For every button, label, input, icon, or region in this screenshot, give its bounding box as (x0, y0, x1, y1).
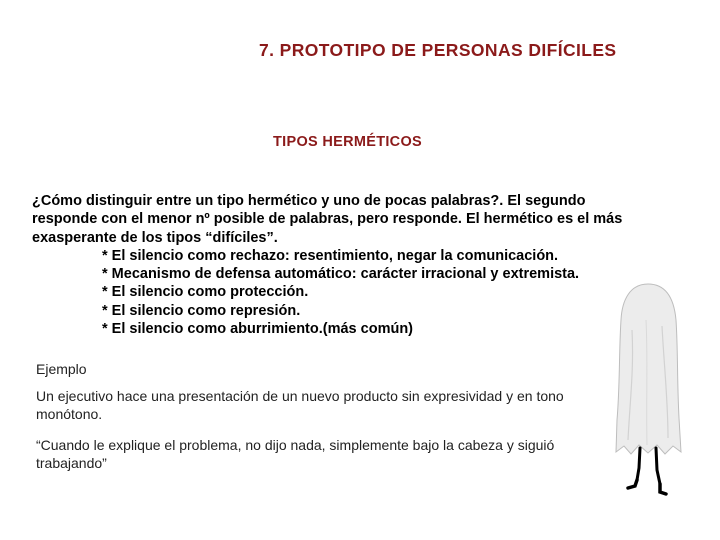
intro-line: responde con el menor nº posible de palabras, pero responde. El hermético es el más (32, 211, 623, 228)
bullet-item: * El silencio como represión. (102, 302, 301, 319)
bullet-list (32, 247, 692, 338)
intro-line: exasperante de los tipos “difíciles”. (32, 229, 278, 246)
example-quote: “Cuando le explique el problema, no dijo nada, simplemente bajo la cabeza y siguió trabajando” (36, 437, 555, 471)
bullet-item: * Mecanismo de defensa automático: carácter irracional y extremista. (102, 266, 580, 283)
slide-subtitle: TIPOS HERMÉTICOS (273, 134, 423, 150)
bullet-item: * El silencio como protección. (102, 284, 309, 301)
example-text: Un ejecutivo hace una presentación de un nuevo producto sin expresividad y en tono monótono. (36, 388, 564, 422)
bullet-item: * El silencio como aburrimiento.(más común) (102, 321, 414, 338)
example-label: Ejemplo (36, 361, 87, 377)
bullet-item: * El silencio como rechazo: resentimiento, negar la comunicación. (102, 247, 559, 264)
ghost-figure-icon (610, 280, 686, 500)
intro-block (32, 192, 692, 338)
slide-title: 7. PROTOTIPO DE PERSONAS DIFÍCILES (259, 40, 617, 60)
intro-line: ¿Cómo distinguir entre un tipo hermético y uno de pocas palabras?. El segundo (32, 193, 586, 209)
